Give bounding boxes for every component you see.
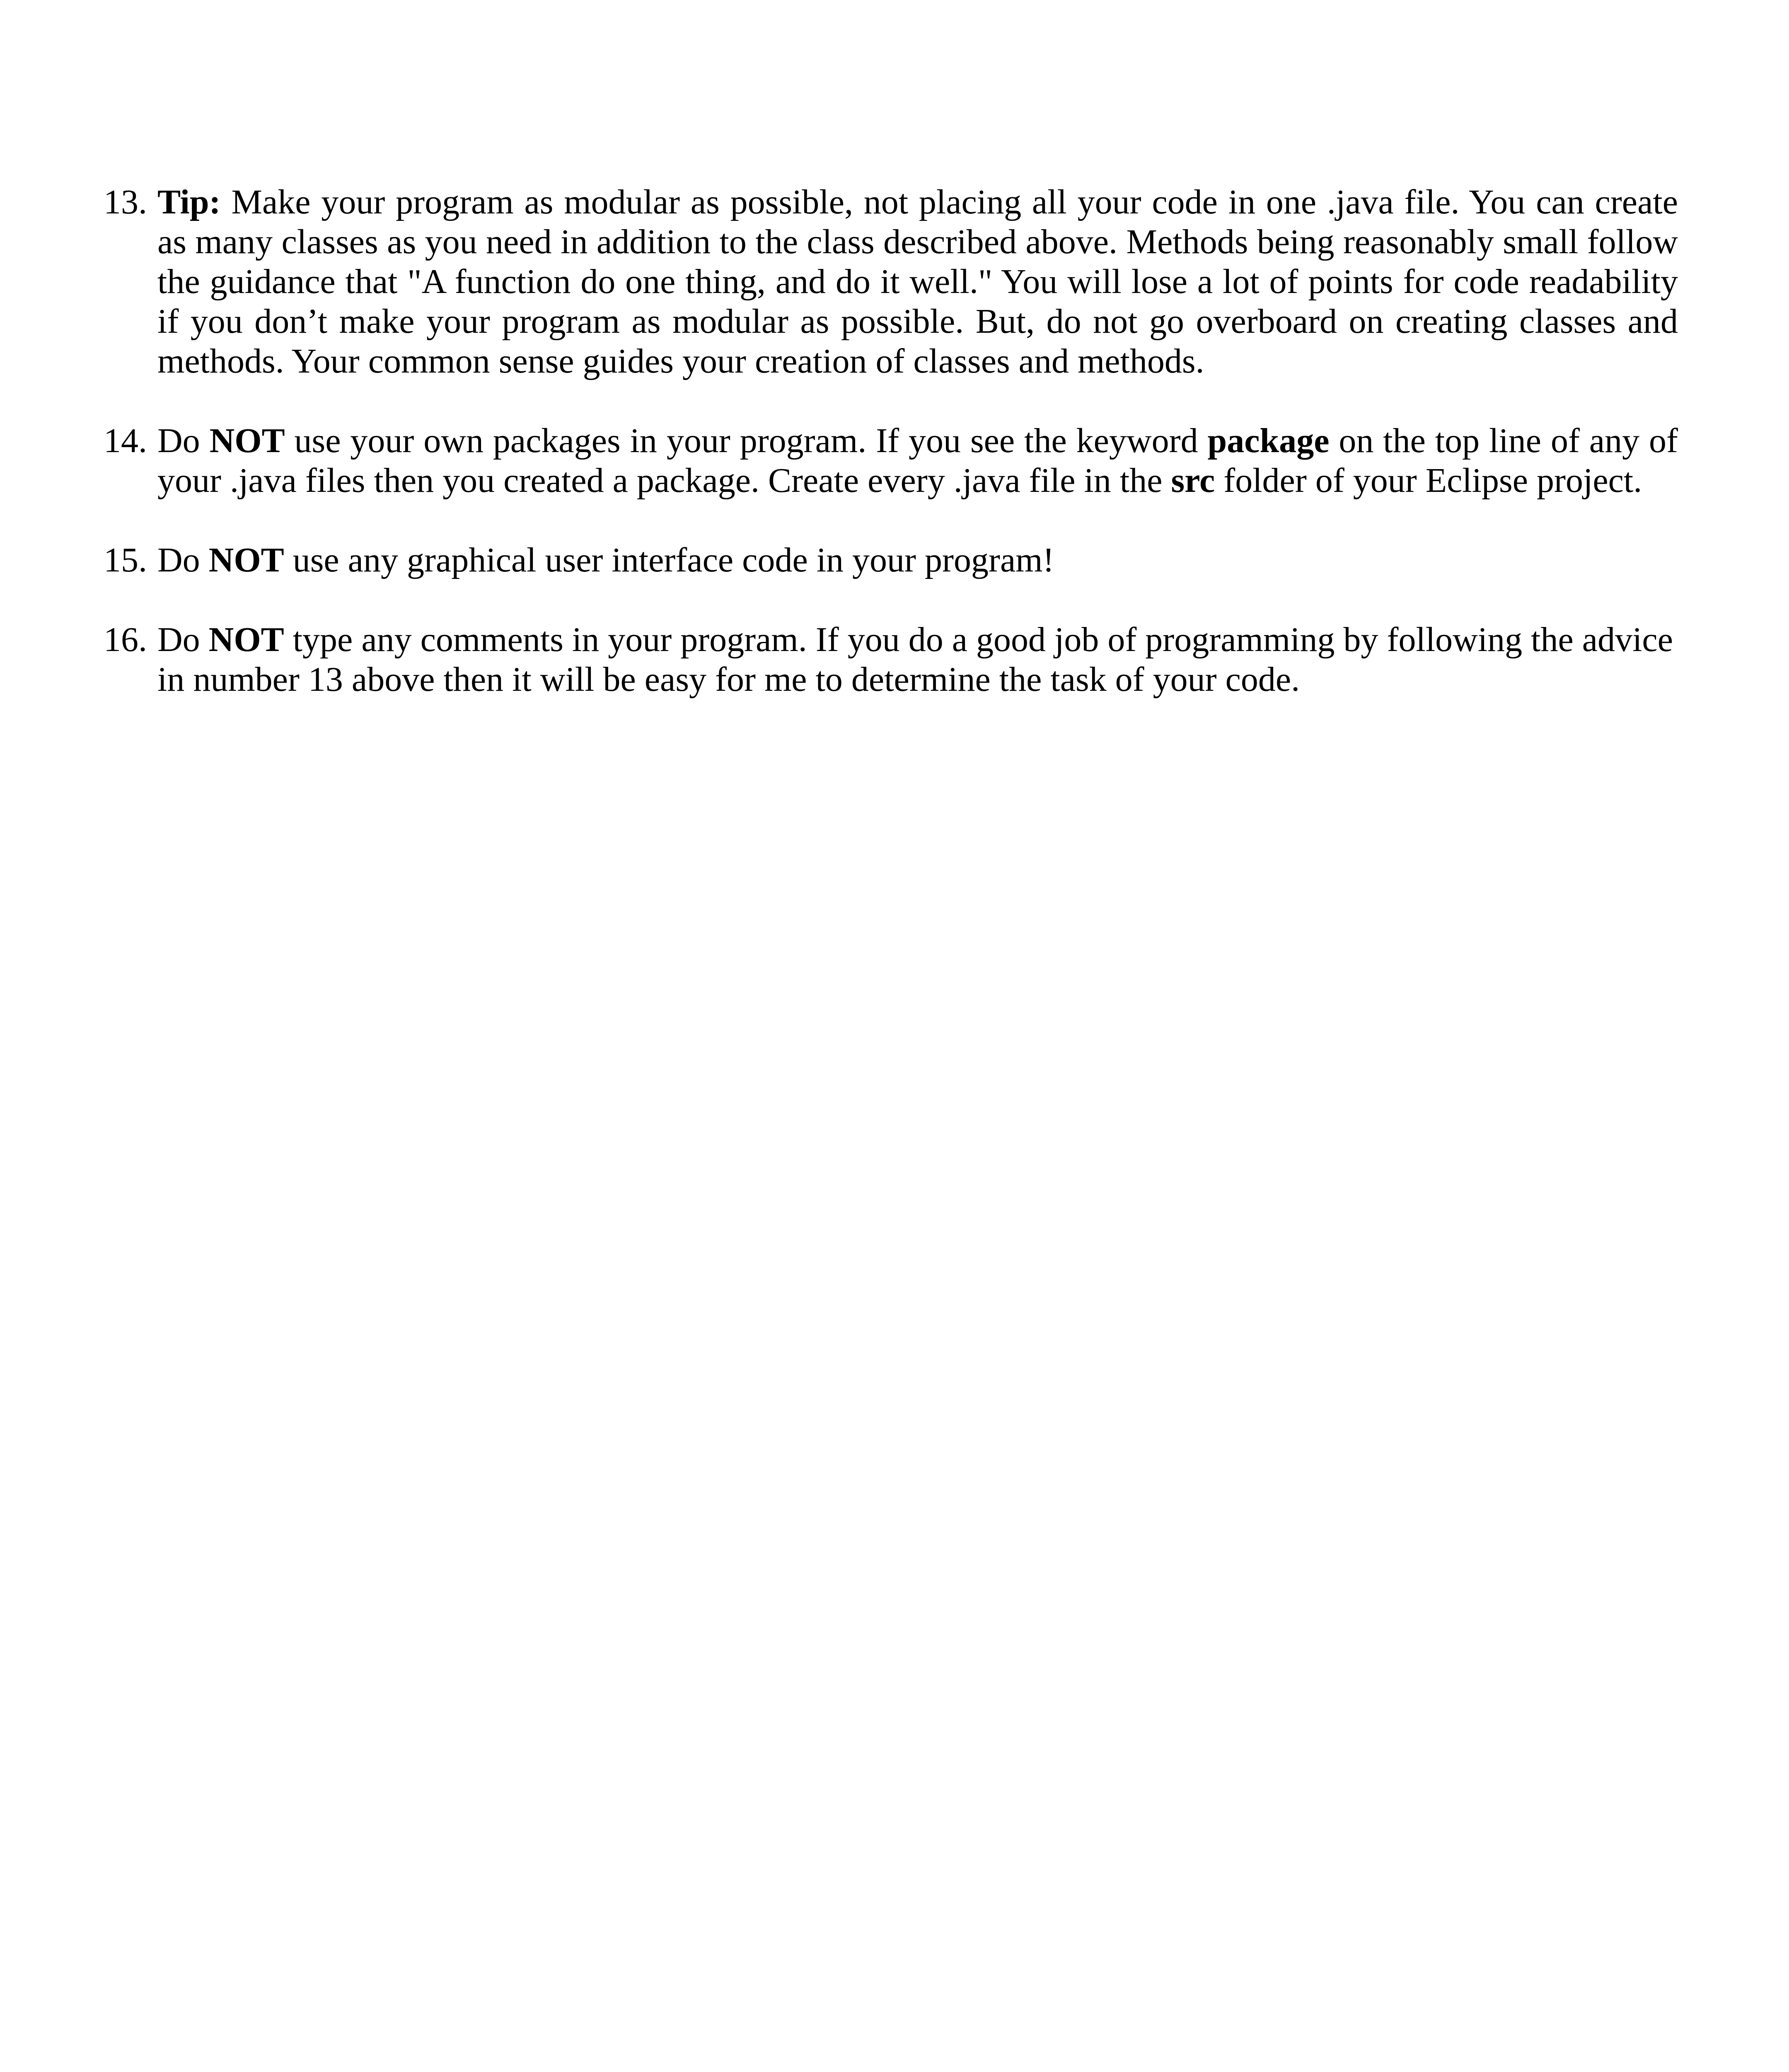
list-item-14 <box>104 421 1678 501</box>
item-text: Do <box>157 541 209 579</box>
item-text: use your own packages in your program. If you see the keyword <box>285 421 1208 460</box>
emphasis-src: src <box>1171 461 1215 500</box>
emphasis-not: NOT <box>209 421 285 460</box>
instruction-list <box>104 182 1678 739</box>
item-number: 15. <box>104 541 147 579</box>
emphasis-not: NOT <box>208 541 284 579</box>
item-text: on the top line of any of your .java files then you created a package. Create every .java file in the <box>157 421 1678 500</box>
item-text: Do <box>157 620 209 659</box>
item-text: Make your program as modular as possible, not placing all your code in one .java file. You can create as many classes as you need in addition to the class described above. Methods being reasonably small follow the guidance that "A function do one thing, and do it well." You will lose a lot of points for code readability if you don’t make your program as modular as possible. But, do not go overboard on creating classes and methods. Your common sense guides your creation of classes and methods. <box>157 183 1678 380</box>
tip-label: Tip: <box>157 183 221 221</box>
emphasis-package: package <box>1207 421 1330 460</box>
item-number: 16. <box>104 620 147 659</box>
item-text: type any comments in your program. If you do a good job of programming by following the advice in number 13 above then it will be easy for me to determine the task of your code. <box>157 620 1673 699</box>
list-item-16 <box>104 620 1678 700</box>
list-item-13 <box>104 182 1678 381</box>
item-number: 14. <box>104 421 147 460</box>
item-text: Do <box>157 421 210 460</box>
item-text: use any graphical user interface code in your program! <box>284 541 1054 579</box>
list-item-15 <box>104 540 1678 580</box>
item-number: 13. <box>104 183 147 221</box>
item-text: folder of your Eclipse project. <box>1215 461 1642 500</box>
emphasis-not: NOT <box>208 620 284 659</box>
